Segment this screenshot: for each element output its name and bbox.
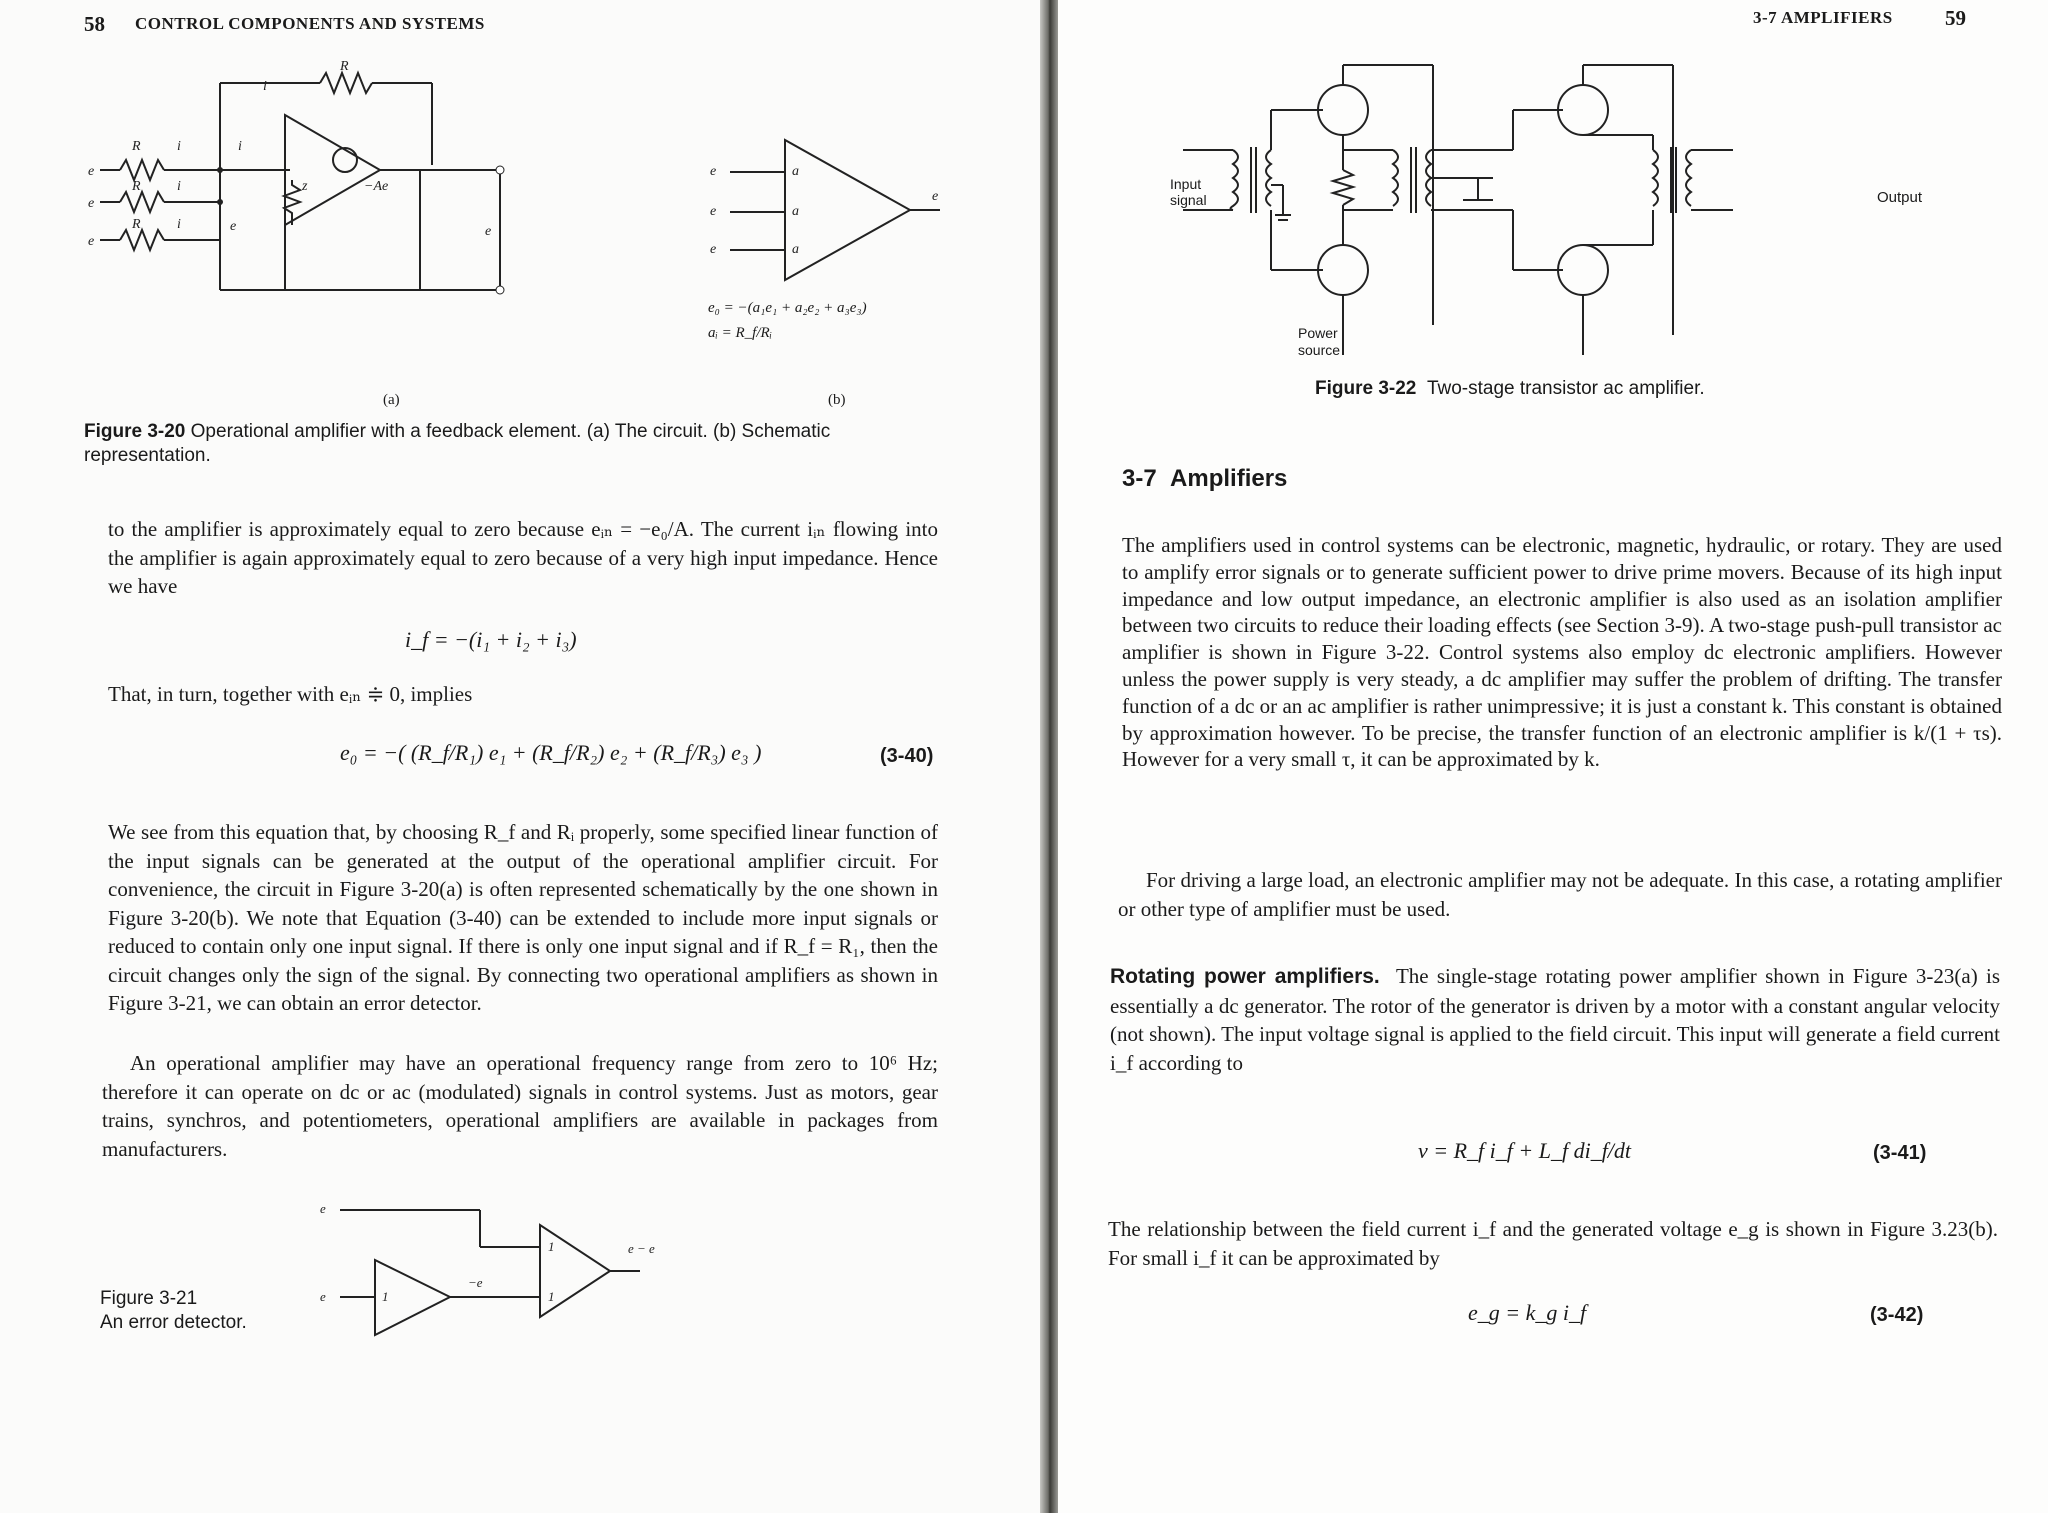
figure-3-21-caption-text: An error detector. [100,1312,247,1333]
book-gutter [1040,0,1058,1513]
equation-number: (3-40) [880,745,934,767]
section-number: 3-7 [1122,465,1157,492]
fig-label-a: (a) [383,392,400,408]
fig-3-20b-equation-2: aᵢ = R_f/Rᵢ [708,325,773,341]
page-number: 58 [84,12,105,36]
svg-text:i: i [263,79,267,94]
output-label: Output [1877,189,1923,206]
svg-text:1: 1 [548,1289,555,1304]
svg-text:i: i [238,139,242,154]
section-title: Amplifiers [1170,465,1288,492]
power-label-line-1: Power [1298,325,1338,341]
equation-number: (3-42) [1870,1304,1924,1326]
svg-text:e: e [932,189,939,204]
power-label-line-2: source [1298,342,1341,358]
svg-text:e: e [485,224,492,239]
paragraph: That, in turn, together with eᵢₙ ≑ 0, implies [108,682,473,706]
equation-number: (3-41) [1873,1142,1927,1164]
fig-label-b: (b) [828,392,846,408]
svg-text:e: e [320,1289,326,1304]
svg-text:e: e [230,219,237,234]
equation-if: i_f = −(i₁ + i₂ + i₃) [405,627,577,652]
svg-text:e: e [88,196,95,211]
svg-text:e: e [710,164,717,179]
svg-text:z: z [302,179,308,194]
paragraph: to the amplifier is approximately equal to zero because eᵢₙ = −e₀/A. The current iᵢₙ flowing into the amplifier is again approximately equal to zero because of a very high input impedance. Hence we have [108,517,938,598]
svg-text:a: a [792,204,799,219]
equation-3-40: e₀ = −( (R_f/R₁) e₁ + (R_f/R₂) e₂ + (R_f/R₃) e₃ ) [340,740,762,765]
input-label-line-1: Input [1170,176,1202,192]
figure-3-21-caption-number: Figure 3-21 [100,1288,198,1309]
figure-3-20-caption [84,420,944,468]
caption-number: Figure 3-22 [1315,378,1417,399]
svg-text:i: i [177,139,181,154]
svg-text:i: i [177,179,181,194]
svg-text:R: R [340,59,349,74]
paragraph-body: The single-stage rotating power amplifier shown in Figure 3-23(a) is essentially a dc generator. The rotor of the generator is driven by a motor with a constant angular velocity (not shown). The input voltage signal is applied to the field circuit. This input will generate a field current i_f according to [1110,964,2000,1075]
svg-text:a: a [792,242,799,257]
figure-3-20a-circuit [80,50,680,350]
running-head: CONTROL COMPONENTS AND SYSTEMS [135,14,485,33]
svg-text:e: e [320,1201,326,1216]
svg-text:1: 1 [382,1289,389,1304]
figure-3-21-diagram [310,1195,730,1340]
run-in-heading: Rotating power amplifiers. [1110,965,1380,988]
svg-text:e − e: e − e [628,1241,655,1256]
paragraph: The relationship between the field current i_f and the generated voltage e_g is shown in Figure 3.23(b). For small i_f it can be approximated by [1108,1217,1998,1270]
right-page [1058,0,2048,1513]
input-label-line-2: signal [1170,192,1207,208]
svg-text:R: R [132,139,141,154]
svg-text:e: e [88,164,95,179]
equation-3-42: e_g = k_g i_f [1468,1300,1587,1325]
running-head: 3-7 AMPLIFIERS [1753,8,1893,27]
input-signal-label [1170,176,1207,208]
svg-text:−e: −e [468,1275,483,1290]
equation-3-41: v = R_f i_f + L_f di_f/dt [1418,1138,1632,1163]
paragraph [1110,962,2000,1077]
caption-text: Operational amplifier with a feedback element. (a) The circuit. (b) Schematic representation. [84,421,831,466]
fig-3-20b-equation-1: e₀ = −(a₁e₁ + a₂e₂ + a₃e₃) [708,300,867,316]
svg-text:i: i [177,217,181,232]
figure-3-22-diagram [1163,55,2003,375]
svg-text:e: e [710,204,717,219]
svg-text:R: R [132,217,141,232]
page-number: 59 [1945,6,1966,30]
svg-text:e: e [710,242,717,257]
paragraph: The amplifiers used in control systems can be electronic, magnetic, hydraulic, or rotary. They are used to amplify error signals or to generate sufficient power to drive prime movers. Because of its high input impedance and low output impedance, an electronic amplifier is also used as an isolation amplifier between two circuits to reduce their loading effects (see Section 3-9). A two-stage push-pull transistor ac amplifier is shown in Figure 3-22. Control systems also employ dc electronic amplifiers. However unless the power supply is very steady, a dc amplifier may suffer the problem of drifting. The transfer function of a dc or an ac amplifier is rather unimpressive; it is just a constant k. This constant is obtained by approximation however. To be precise, the transfer function of an electronic amplifier is k/(1 + τs). However for a very small τ, it can be approximated by k. [1122,533,2002,772]
svg-text:R: R [132,179,141,194]
svg-text:−Ae: −Ae [364,179,389,194]
paragraph: We see from this equation that, by choosing R_f and Rᵢ properly, some specified linear function of the input signals can be generated at the output of the operational amplifier circuit. For convenience, the circuit in Figure 3-20(a) is often represented schematically by the one shown in Figure 3-20(b). We note that Equation (3-40) can be extended to include more input signals or reduced to contain only one input signal. If there is only one input signal and if R_f = R₁, then the circuit changes only the sign of the signal. By connecting two operational amplifiers as shown in Figure 3-21, we can obtain an error detector. [108,820,938,1015]
svg-text:e: e [88,234,95,249]
caption-text: Two-stage transistor ac amplifier. [1426,378,1705,399]
svg-text:a: a [792,164,799,179]
caption-number: Figure 3-20 [84,421,186,442]
figure-3-22-caption [1315,377,1705,401]
paragraph: An operational amplifier may have an operational frequency range from zero to 10⁶ Hz; therefore it can operate on dc or ac (modulated) signals in control systems. Just as motors, gear trains, synchros, and potentiometers, operational amplifiers are available in packages from manufacturers. [102,1051,938,1161]
power-source-label [1298,325,1340,359]
svg-text:1: 1 [548,1239,555,1254]
section-heading [1122,465,1287,493]
paragraph: For driving a large load, an electronic amplifier may not be adequate. In this case, a rotating amplifier or other type of amplifier must be used. [1118,868,2002,921]
